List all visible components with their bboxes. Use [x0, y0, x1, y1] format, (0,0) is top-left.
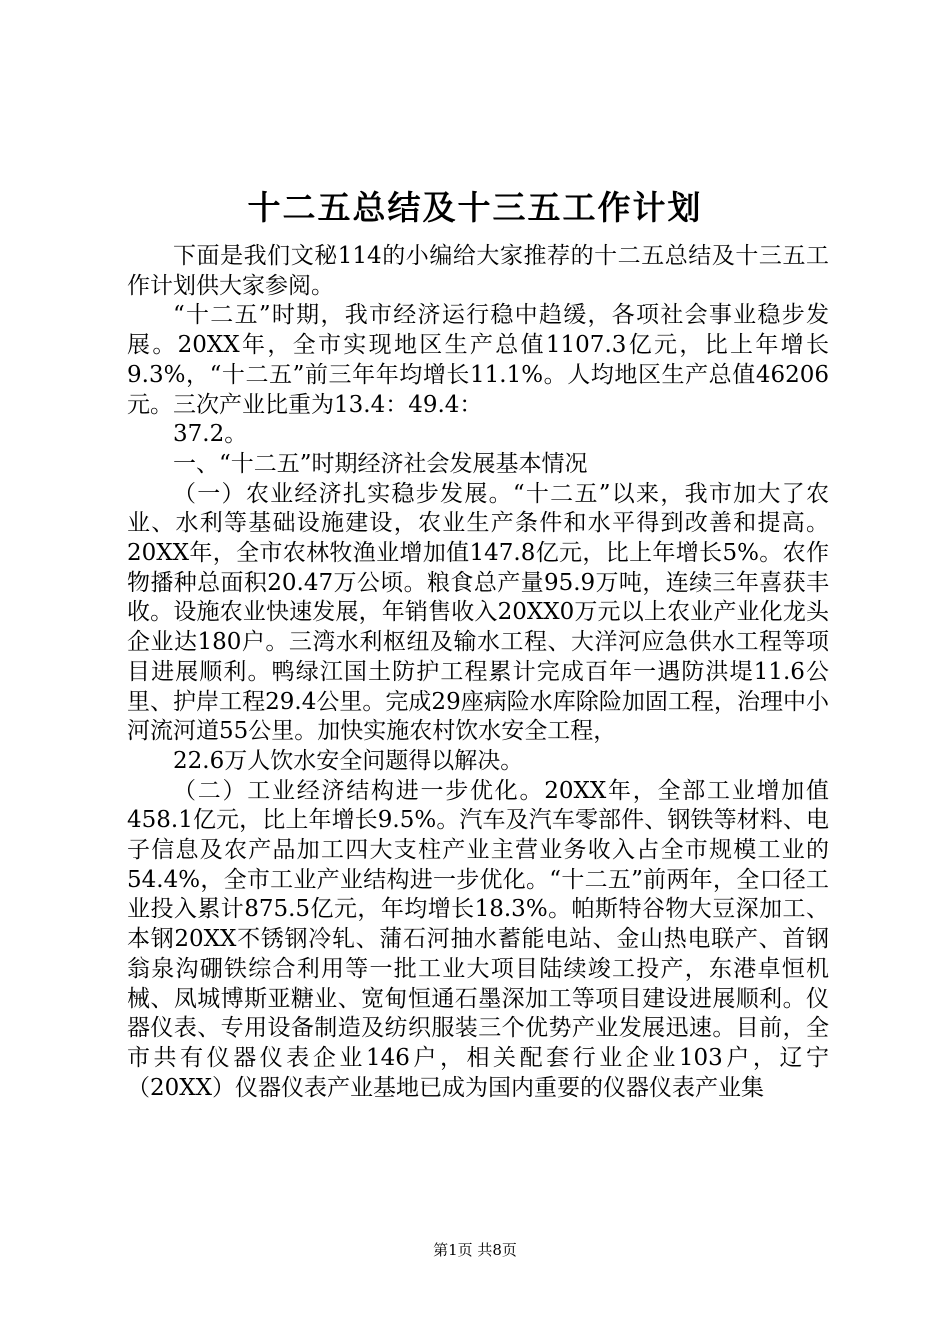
paragraph-intro: 下面是我们文秘114的小编给大家推荐的十二五总结及十三五工作计划供大家参阅。 — [127, 243, 829, 299]
document-title: 十二五总结及十三五工作计划 — [247, 188, 703, 227]
paragraph-industry: （二）工业经济结构进一步优化。20XX年，全部工业增加值458.1亿元，比上年增长9.5%。汽车及汽车零部件、钢铁等材料、电子信息及农产品加工四大支柱产业主营业务收入占全市规模工业的54.4%，全市工业产业结构进一步优化。“十二五”前两年，全口径工业投入累计875.5亿元，年均增长18.3%。帕斯特谷物大豆深加工、本钢20XX不锈钢冷轧、蒲石河抽水蓄能电站、金山热电联产、首钢翁泉沟硼铁综合利用等一批工业大项目陆续竣工投产，东港卓恒机械、凤城博斯亚糖业、宽甸恒通石墨深加工等项目建设进展顺利。仪器仪表、专用设备制造及纺织服装三个优势产业发展迅速。目前，全市共有仪器仪表企业146户，相关配套行业企业103户，辽宁（20XX）仪器仪表产业基地已成为国内重要的仪器仪表产业集 — [127, 777, 829, 1101]
paragraph-ratio-continuation: 37.2。 — [173, 421, 248, 448]
paragraph-agriculture: （一）农业经济扎实稳步发展。“十二五”以来，我市加大了农业、水利等基础设施建设，农业生产条件和水平得到改善和提高。20XX年，全市农林牧渔业增加值147.8亿元，比上年增长5%。农作物播种总面积20.47万公顷。粮食总产量95.9万吨，连续三年喜获丰收。设施农业快速发展，年销售收入20XX0万元以上农业产业化龙头企业达180户。三湾水利枢纽及输水工程、大洋河应急供水工程等项目进展顺利。鸭绿江国土防护工程累计完成百年一遇防洪堤11.6公里、护岸工程29.4公里。完成29座病险水库除险加固工程，治理中小河流河道55公里。加快实施农村饮水安全工程， — [127, 480, 829, 745]
page-footer: 第1页 共8页 — [433, 1241, 517, 1259]
paragraph-overview: “十二五”时期，我市经济运行稳中趋缓，各项社会事业稳步发展。20XX年，全市实现地区生产总值1107.3亿元，比上年增长9.3%，“十二五”前三年年均增长11.1%。人均地区生产总值46206元。三次产业比重为13.4：49.4： — [127, 302, 829, 418]
paragraph-water-safety: 22.6万人饮水安全问题得以解决。 — [173, 747, 524, 774]
document-body — [127, 242, 829, 1103]
section-heading: 一、“十二五”时期经济社会发展基本情况 — [173, 450, 588, 477]
